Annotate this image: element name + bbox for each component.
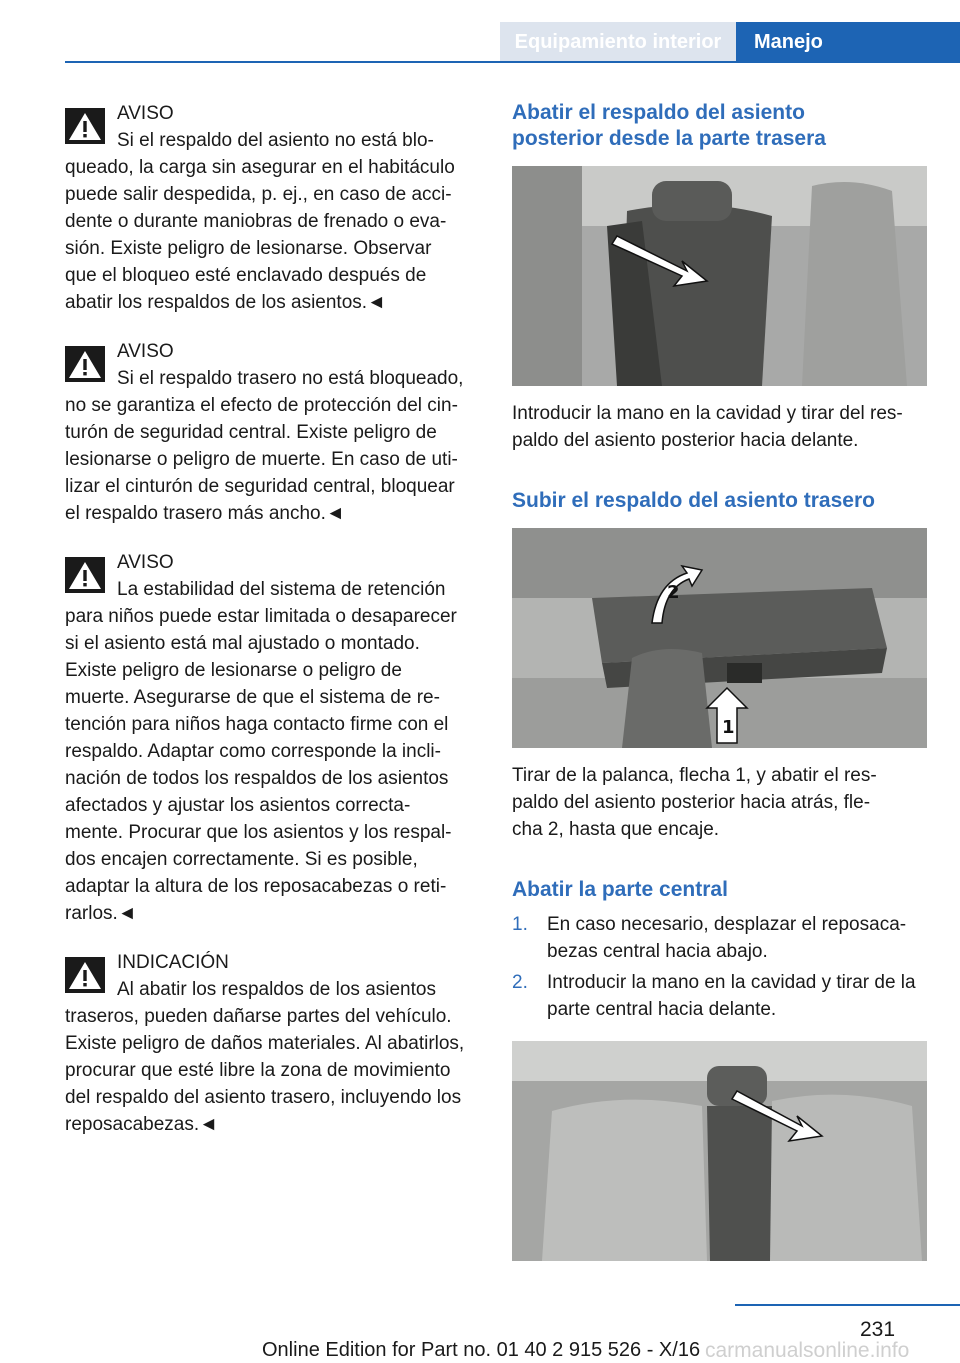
warning-label: AVISO	[117, 103, 174, 124]
step-number: 2.	[512, 972, 528, 993]
section-heading: Abatir la parte central	[512, 878, 728, 901]
warning-label: AVISO	[117, 341, 174, 362]
warning-block	[65, 338, 480, 527]
list-item: 2. Introducir la mano en la cavidad y tirar de la parte central hacia delante.	[512, 969, 930, 1023]
step-list	[512, 911, 930, 1023]
edition-text: Online Edition for Part no. 01 40 2 915 526 - X/16	[262, 1339, 701, 1361]
warning-triangle-icon	[65, 557, 105, 593]
warning-text: Al abatir los respaldos de los asientos traseros, pueden dañarse partes del vehículo. Existe peligro de daños materiales. Al abatirlos, procurar que esté libre la zona de movimiento del respaldo del asiento trasero, incluyendo los reposacabezas.◄	[65, 979, 465, 1135]
step-number: 1.	[512, 914, 528, 935]
section-text: Introducir la mano en la cavidad y tirar del res- paldo del asiento posterior hacia delante.	[512, 403, 903, 451]
seat-raise-photo	[512, 528, 927, 748]
right-column	[512, 100, 930, 1275]
header-rule	[65, 61, 960, 63]
seat-backrest-photo	[512, 166, 927, 386]
warning-text: Si el respaldo del asiento no está blo- queado, la carga sin asegurar en el habitáculo puede salir despedida, p. ej., en caso de acci- dente o durante maniobras de frenado o eva- sión. Existe peligro de lesionarse. Observar que el bloqueo esté enclavado después de abatir los respaldos de los asientos.◄	[65, 130, 455, 313]
section-text: Tirar de la palanca, flecha 1, y abatir el res- paldo del asiento posterior hacia atrás, fle- cha 2, hasta que encaje.	[512, 765, 877, 840]
warning-text: Si el respaldo trasero no está bloqueado, no se garantiza el efecto de protección del cin- turón de seguridad central. Existe peligro de lesionarse o peligro de muerte. En caso de uti- lizar el cinturón de seguridad central, bloquear el respaldo trasero más ancho.◄	[65, 368, 464, 524]
center-section-photo	[512, 1041, 927, 1261]
warning-block	[65, 549, 480, 927]
warning-block	[65, 100, 480, 316]
warning-block	[65, 949, 480, 1138]
warning-label: INDICACIÓN	[117, 952, 229, 973]
warning-triangle-icon	[65, 346, 105, 382]
callout-2: 2	[667, 582, 680, 603]
warning-triangle-icon	[65, 108, 105, 144]
left-column	[65, 100, 480, 1160]
list-item: 1. En caso necesario, desplazar el reposaca- bezas central hacia abajo.	[512, 911, 930, 965]
footer-rule	[735, 1304, 960, 1306]
watermark-text: carmanualsonline.info	[705, 1339, 910, 1362]
section-heading: Subir el respaldo del asiento trasero	[512, 489, 875, 512]
callout-1: 1	[722, 717, 735, 738]
warning-label: AVISO	[117, 552, 174, 573]
warning-triangle-icon	[65, 957, 105, 993]
header-chapter-tab[interactable]: Manejo	[736, 22, 960, 62]
page-number: 231	[860, 1318, 896, 1341]
header-section-tab[interactable]: Equipamiento interior	[500, 22, 736, 62]
section-heading: Abatir el respaldo del asiento posterior desde la parte trasera	[512, 101, 826, 150]
warning-text: La estabilidad del sistema de retención para niños puede estar limitada o desaparecer si el asiento está mal ajustado o montado. Existe peligro de lesionarse o peligro de muerte. Asegurarse de que el sistema de re- tención para niños haga contacto firme con el respaldo. Adaptar como corresponde la incli- nación de todos los respaldos de los asientos afectados y ajustar los asientos correcta- mente. Procurar que los asientos y los respal- dos encajen correctamente. Si es posible, adaptar la altura de los reposacabezas o reti- rarlos.◄	[65, 579, 457, 924]
